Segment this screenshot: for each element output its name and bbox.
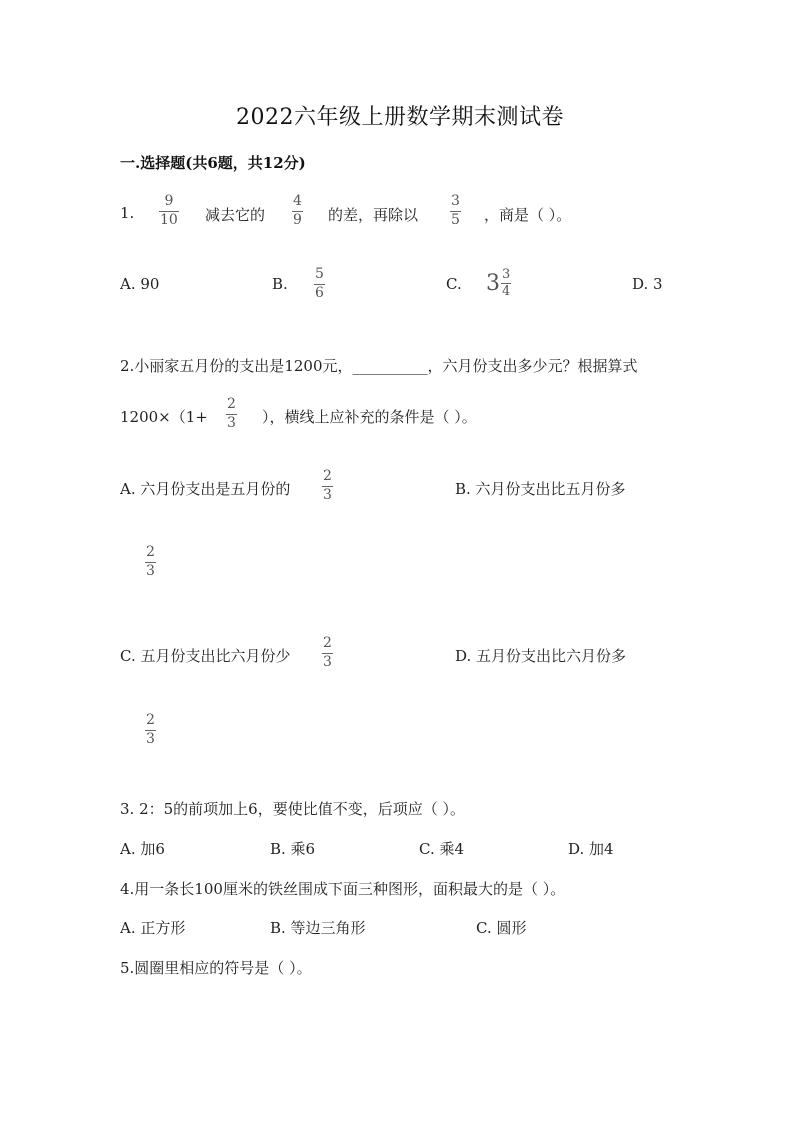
- fraction: 2 3: [323, 635, 332, 670]
- fraction: 2 3: [146, 712, 155, 747]
- question-text: 减去它的: [205, 206, 266, 224]
- fraction: 4 9: [293, 193, 302, 228]
- option-d: D. 五月份支出比六月份多: [455, 647, 627, 665]
- option-d: D. 3: [632, 275, 663, 293]
- option-a: A. 六月份支出是五月份的: [120, 480, 291, 498]
- option-a: A. 正方形: [120, 919, 186, 937]
- fraction: 3 5: [451, 193, 460, 228]
- option-a: A. 90: [120, 275, 160, 293]
- question-text: 5.圆圈里相应的符号是（ ）。: [120, 959, 312, 977]
- question-text: 4.用一条长100厘米的铁丝围成下面三种图形，面积最大的是（ ）。: [120, 880, 566, 898]
- option-b: B.: [272, 275, 288, 293]
- option-b: B. 六月份支出比五月份多: [455, 480, 626, 498]
- question-text: 3. 2：5的前项加上6，要使比值不变，后项应（ ）。: [120, 800, 465, 818]
- option-c: C.: [446, 275, 462, 293]
- page-title: 2022六年级上册数学期末测试卷: [236, 105, 564, 130]
- question-text: ，商是（ ）。: [484, 206, 572, 224]
- question-text: 的差，再除以: [328, 206, 419, 224]
- fraction: 5 6: [315, 266, 324, 301]
- fraction: 2 3: [227, 396, 236, 431]
- fraction: 2 3: [323, 468, 332, 503]
- fraction: 9 10: [160, 193, 178, 228]
- option-c: C. 圆形: [476, 919, 527, 937]
- question-text: 1200×（1+: [120, 408, 208, 426]
- option-b: B. 等边三角形: [270, 919, 366, 937]
- question-number: 1.: [120, 204, 135, 222]
- question-text: 2.小丽家五月份的支出是1200元，__________，六月份支出多少元？根据算式: [120, 357, 638, 375]
- option-b: B. 乘6: [270, 840, 316, 858]
- option-a: A. 加6: [120, 840, 165, 858]
- question-text: ），横线上应补充的条件是（ ）。: [262, 408, 477, 426]
- mixed-number: 3 $\frac{3}{4}$: [486, 267, 511, 299]
- option-d: D. 加4: [568, 840, 614, 858]
- option-c: C. 五月份支出比六月份少: [120, 647, 291, 665]
- option-c: C. 乘4: [419, 840, 465, 858]
- section-heading: 一.选择题(共6题，共12分): [120, 154, 306, 172]
- fraction: 2 3: [146, 544, 155, 579]
